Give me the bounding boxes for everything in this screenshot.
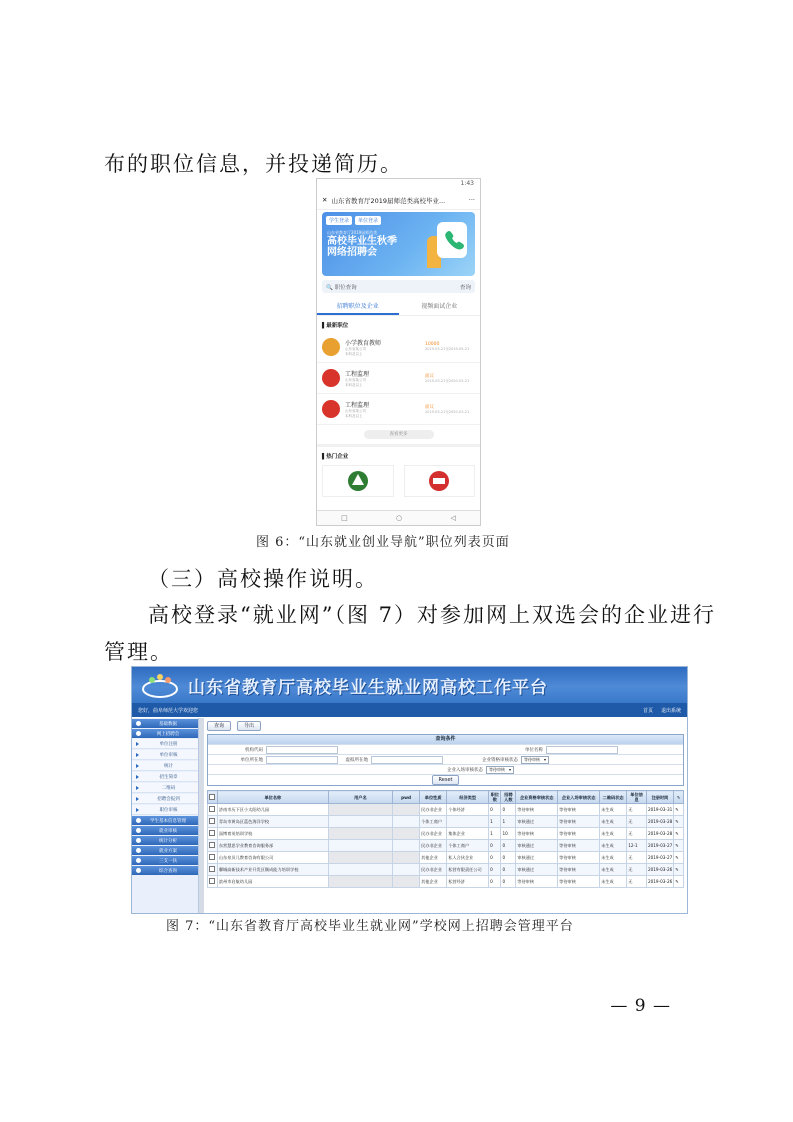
chevron-down-icon: ▾ [509, 766, 512, 772]
edit-icon[interactable]: ✎ [675, 879, 679, 884]
table-cell: 2019-03-28 [646, 828, 673, 840]
row-checkbox[interactable] [209, 830, 215, 836]
query-button[interactable]: 查询 [207, 721, 231, 731]
table-cell [328, 852, 392, 864]
sidebar-label: 网上招聘会 [156, 731, 180, 737]
company-logo-icon [322, 400, 340, 418]
edit-icon[interactable]: ✎ [675, 867, 679, 872]
job-education: 本科及以上 [345, 351, 363, 356]
company-logo-icon [322, 369, 340, 387]
table-cell: 民办非企业 [420, 804, 447, 816]
paragraph-line: 布的职位信息，并投递简历。 [104, 152, 403, 176]
arrow-right-icon [136, 775, 139, 779]
latest-jobs-label: 最新职位 [326, 323, 349, 329]
org-code-label: 机构代码 [245, 747, 263, 753]
table-cell: 未生成 [600, 828, 627, 840]
platform-title: 山东省教育厅高校毕业生就业网高校工作平台 [188, 678, 548, 698]
table-cell: 聊城高新技术产业开发区顺成能力培训学校 [217, 864, 328, 876]
sidebar-label: 综合查询 [159, 868, 177, 874]
row-checkbox[interactable] [209, 878, 215, 884]
edit-icon[interactable]: ✎ [675, 855, 679, 860]
table-cell: 无 [627, 816, 647, 828]
table-cell: 民办非企业 [420, 840, 447, 852]
table-cell: 0 [489, 840, 501, 852]
table-cell: 等待审核 [558, 804, 600, 816]
table-cell: 个体工商户 [420, 816, 447, 828]
column-header: 招聘人数 [501, 791, 516, 804]
table-cell: 0 [501, 840, 516, 852]
select-all-checkbox[interactable] [209, 794, 215, 800]
circle-icon [136, 858, 141, 863]
sidebar-item[interactable] [132, 783, 198, 793]
search-panel-title: 查询条件 [208, 735, 683, 744]
table-cell [328, 840, 392, 852]
university-logo-icon [140, 671, 180, 699]
approve-status-value: 等待审核 [524, 756, 540, 762]
unit-location-input[interactable] [266, 756, 338, 764]
table-cell: 审核通过 [516, 840, 558, 852]
table-row[interactable] [208, 816, 684, 828]
banner-subtitle: 山东省教育厅2019届师范类 [327, 230, 378, 235]
table-cell [392, 876, 419, 888]
edit-icon[interactable]: ✎ [675, 807, 679, 812]
back-icon[interactable]: ◁ [450, 514, 456, 522]
column-header: 注册时间 [646, 791, 673, 804]
table-row[interactable] [208, 828, 684, 840]
unit-location-label: 单位所在地 [240, 757, 263, 763]
logout-link[interactable]: 退出系统 [660, 707, 681, 714]
banner-title-line2: 网络招聘会 [327, 247, 377, 258]
hot-company-card[interactable] [322, 465, 394, 497]
table-cell: 审核通过 [516, 852, 558, 864]
table-cell: 东营慧思学业教育咨询服务部 [217, 840, 328, 852]
column-header: 企业入场审核状态 [558, 791, 600, 804]
platform-content [207, 721, 684, 913]
sidebar-category[interactable] [132, 846, 198, 855]
table-cell: 民办非企业 [420, 828, 447, 840]
table-cell: 0 [501, 864, 516, 876]
sidebar-category[interactable] [132, 836, 198, 845]
row-checkbox[interactable] [209, 842, 215, 848]
table-cell: 个体经济 [447, 804, 489, 816]
more-menu-icon[interactable]: ··· [468, 196, 475, 204]
arrow-right-icon [136, 808, 139, 812]
table-cell: 山东泉贝儿教育咨询有限公司 [217, 852, 328, 864]
home-link[interactable]: 首页 [642, 707, 653, 714]
tab-jobs-and-companies[interactable]: 招聘职位及企业 [317, 298, 399, 315]
sidebar-label: 招生简章 [159, 774, 178, 780]
table-cell: 民办非企业 [420, 864, 447, 876]
table-cell: 无 [627, 864, 647, 876]
job-list [317, 332, 480, 425]
student-login-tab[interactable]: 学生登录 [326, 216, 352, 225]
sidebar-label: 就业审核 [159, 828, 177, 834]
table-cell: 1 [489, 816, 501, 828]
table-cell: 0 [501, 852, 516, 864]
search-button[interactable]: 查询 [459, 284, 471, 291]
phone-status-bar [317, 179, 480, 191]
edit-icon[interactable]: ✎ [675, 831, 679, 836]
section-heading: （三）高校操作说明。 [148, 567, 378, 591]
unit-login-tab[interactable]: 单位登录 [355, 216, 381, 225]
job-education: 本科及以上 [345, 382, 363, 387]
column-header: 单位信息 [627, 791, 647, 804]
recent-apps-icon[interactable]: □ [341, 514, 348, 522]
job-date: 2019-03-21至2019-05-21 [425, 347, 470, 351]
table-cell: 1 [501, 816, 516, 828]
column-header: 企业资格审核状态 [516, 791, 558, 804]
sidebar-label: 单位审核 [159, 752, 178, 758]
hot-companies [317, 463, 480, 499]
table-cell: 无 [627, 828, 647, 840]
sidebar-item[interactable] [132, 739, 198, 749]
table-cell: 无 [627, 804, 647, 816]
page-number: — 9 — [610, 996, 671, 1016]
job-name: 工程监理 [345, 401, 370, 409]
sidebar-item[interactable] [132, 750, 198, 760]
table-row[interactable] [208, 864, 684, 876]
table-row[interactable] [208, 876, 684, 888]
sidebar-label: 基础数据 [159, 721, 177, 727]
table-cell: 0 [501, 804, 516, 816]
table-cell: 2019-03-28 [646, 816, 673, 828]
column-header [674, 791, 684, 804]
table-row[interactable] [208, 804, 684, 816]
table-cell [328, 864, 392, 876]
row-checkbox[interactable] [209, 866, 215, 872]
search-conditions-panel [207, 734, 684, 786]
column-header: 单位名称 [217, 791, 328, 804]
job-salary: 面议 [425, 404, 434, 410]
table-cell: 未生成 [600, 816, 627, 828]
arrow-right-icon [136, 764, 139, 768]
sidebar-category[interactable] [132, 866, 198, 875]
table-cell [392, 852, 419, 864]
job-company: 山东省某公司 [345, 408, 366, 413]
edit-icon: ✎ [676, 794, 681, 800]
table-cell [392, 864, 419, 876]
table-cell: 淄博育英培训学校 [217, 828, 328, 840]
view-more-button[interactable]: 查看更多 [364, 430, 434, 439]
sidebar-item[interactable] [132, 794, 198, 804]
hot-companies-label: 热门企业 [326, 454, 349, 460]
circle-icon [136, 838, 141, 843]
sidebar-item[interactable] [132, 761, 198, 771]
sidebar-category[interactable] [132, 729, 198, 738]
entry-status-label: 企业入场审核状态 [447, 767, 483, 773]
sidebar-label: 单位注册 [159, 741, 178, 747]
paragraph-line: 管理。 [104, 640, 173, 664]
phone-call-icon [437, 222, 467, 258]
home-icon[interactable]: ○ [396, 514, 403, 522]
table-cell [392, 840, 419, 852]
arrow-right-icon [136, 797, 139, 801]
job-name: 小学教育教师 [345, 339, 382, 347]
platform-info-bar [132, 703, 687, 717]
table-cell: 私营有限责任公司 [447, 864, 489, 876]
arrow-right-icon [136, 753, 139, 757]
table-header-row [208, 791, 684, 804]
chevron-down-icon: ▾ [544, 756, 547, 762]
entry-status-value: 等待审核 [489, 766, 505, 772]
column-header: 二维码状态 [600, 791, 627, 804]
job-salary: 10000 [425, 342, 440, 347]
phone-page-title: 山东省教育厅2019届师范类高校毕业... [331, 196, 446, 205]
table-cell: 12-1 [627, 840, 647, 852]
table-cell: 审核通过 [516, 864, 558, 876]
table-cell [328, 876, 392, 888]
column-header: pwd [392, 791, 419, 804]
approve-status-select[interactable] [521, 756, 549, 764]
reset-button[interactable]: Reset [432, 775, 460, 785]
table-cell: 审核通过 [516, 816, 558, 828]
company-logo-icon [322, 338, 340, 356]
search-placeholder: 🔍 职位查询 [326, 284, 357, 291]
tab-video-interview[interactable]: 视频面试企业 [421, 303, 458, 310]
virtual-location-label: 虚拟所在地 [345, 757, 368, 763]
arrow-right-icon [136, 786, 139, 790]
table-cell: 无 [627, 852, 647, 864]
table-cell: 青岛市黄岛区蓝色海洋学校 [217, 816, 328, 828]
job-name: 工程监理 [345, 370, 370, 378]
table-cell: 2019-03-26 [646, 864, 673, 876]
sidebar-label: 学生基本信息管理 [150, 818, 186, 824]
circle-icon [136, 818, 141, 823]
circle-icon [136, 828, 141, 833]
table-cell: 等待审核 [558, 816, 600, 828]
table-cell: 个体工商户 [447, 840, 489, 852]
table-cell [392, 816, 419, 828]
table-cell: 济南市历下区小太阳幼儿园 [217, 804, 328, 816]
row-checkbox[interactable] [209, 854, 215, 860]
table-cell [328, 816, 392, 828]
job-company: 山东省某公司 [345, 377, 366, 382]
table-cell: 0 [489, 804, 501, 816]
table-cell: 私人合伙企业 [447, 852, 489, 864]
hot-company-card[interactable] [404, 465, 476, 497]
table-cell: 等待审核 [558, 864, 600, 876]
table-cell: 2019-03-31 [646, 804, 673, 816]
arrow-right-icon [136, 742, 139, 746]
platform-header [132, 667, 687, 703]
platform-toolbar [207, 721, 684, 731]
table-cell: 10 [501, 828, 516, 840]
table-cell: 2019-03-27 [646, 840, 673, 852]
row-checkbox[interactable] [209, 818, 215, 824]
phone-tabs [317, 298, 480, 316]
paragraph-line: 高校登录“就业网”（图 7）对参加网上双选会的企业进行 [148, 603, 717, 627]
table-cell [328, 828, 392, 840]
table-cell: 0 [489, 864, 501, 876]
job-education: 本科及以上 [345, 413, 363, 418]
sidebar-label: 就业方案 [159, 848, 177, 854]
unit-name-input[interactable] [546, 746, 618, 754]
circle-icon [136, 731, 141, 736]
table-row[interactable] [208, 852, 684, 864]
phone-screenshot [316, 178, 481, 526]
column-header: 经济类型 [447, 791, 489, 804]
sidebar-category[interactable] [132, 826, 198, 835]
figure-6-caption: 图 6：“山东就业创业导航”职位列表页面 [256, 535, 510, 550]
table-cell: 无 [627, 876, 647, 888]
table-body [208, 804, 684, 888]
job-list-item[interactable] [317, 363, 480, 394]
table-cell: 未生成 [600, 804, 627, 816]
approve-status-label: 企业资格审核状态 [482, 757, 518, 763]
table-cell: 等待审核 [516, 876, 558, 888]
welcome-text: 您好，曲阜师范大学欢迎您 [138, 707, 199, 714]
sidebar-scrollbar[interactable] [199, 718, 204, 913]
row-checkbox[interactable] [209, 806, 215, 812]
table-cell: 集体企业 [447, 828, 489, 840]
table-cell: 0 [489, 876, 501, 888]
android-nav-bar [317, 510, 480, 525]
table-cell: 未生成 [600, 840, 627, 852]
edit-icon[interactable]: ✎ [675, 843, 679, 848]
edit-icon[interactable]: ✎ [675, 819, 679, 824]
job-salary: 面议 [425, 373, 434, 379]
platform-screenshot [131, 666, 688, 914]
table-cell: 等待审核 [558, 876, 600, 888]
table-cell: 其他企业 [420, 852, 447, 864]
banner-title-line1: 高校毕业生秋季 [327, 236, 397, 247]
hot-companies-heading: ▌热门企业 [322, 454, 349, 460]
circle-icon [136, 721, 141, 726]
table-cell: 滨州市启航幼儿园 [217, 876, 328, 888]
circle-icon [136, 848, 141, 853]
export-button[interactable]: 导出 [237, 721, 261, 731]
table-cell: 未生成 [600, 852, 627, 864]
table-cell: 其他企业 [420, 876, 447, 888]
platform-sidebar [132, 718, 199, 913]
entry-status-select[interactable] [486, 766, 514, 774]
table-cell: 等待审核 [516, 828, 558, 840]
table-cell [392, 804, 419, 816]
sidebar-category[interactable] [132, 816, 198, 825]
table-cell: 等待审核 [558, 840, 600, 852]
sidebar-label: 招聘会报到 [157, 796, 180, 802]
sidebar-category[interactable] [132, 856, 198, 865]
column-header [208, 791, 218, 804]
table-cell [392, 828, 419, 840]
sidebar-label: 三支一扶 [159, 858, 177, 864]
org-code-input[interactable] [266, 746, 338, 754]
table-cell [447, 816, 489, 828]
figure-7-caption: 图 7：“山东省教育厅高校毕业生就业网”学校网上招聘会管理平台 [166, 919, 574, 934]
job-list-item[interactable] [317, 394, 480, 425]
job-list-item[interactable] [317, 332, 480, 363]
table-cell: 0 [501, 876, 516, 888]
sidebar-label: 统计分析 [159, 838, 177, 844]
banner-title [327, 236, 397, 258]
table-cell: 2019-03-26 [646, 876, 673, 888]
status-time: 1:43 [460, 180, 474, 187]
table-cell [328, 804, 392, 816]
table-cell: 私营经济 [447, 876, 489, 888]
table-cell: 等待审核 [558, 852, 600, 864]
sidebar-item[interactable] [132, 805, 198, 815]
sidebar-category[interactable] [132, 719, 198, 728]
sidebar-label: 职位审核 [159, 807, 178, 813]
table-row[interactable] [208, 840, 684, 852]
job-date: 2019-03-21至2020-03-21 [425, 409, 470, 414]
column-header: 职位数 [490, 792, 499, 802]
column-header: 单位性质 [420, 791, 447, 804]
job-date: 2019-03-21至2020-03-21 [425, 378, 470, 383]
table-cell: 0 [489, 852, 501, 864]
job-company: 山东省某公司 [345, 346, 366, 351]
latest-jobs-heading: ▌最新职位 [322, 323, 349, 329]
sidebar-label: 二维码 [161, 785, 176, 791]
table-cell: 2019-03-27 [646, 852, 673, 864]
phone-title-bar [317, 191, 480, 210]
unit-name-label: 单位名称 [525, 747, 543, 753]
table-cell: 等待审核 [516, 804, 558, 816]
search-placeholder-text: 职位查询 [334, 284, 357, 291]
table-cell: 未生成 [600, 864, 627, 876]
job-search-input[interactable] [322, 280, 475, 293]
close-icon[interactable]: ✕ [322, 196, 328, 204]
table-cell: 未生成 [600, 876, 627, 888]
sidebar-item[interactable] [132, 772, 198, 782]
column-header: 用户名 [328, 791, 392, 804]
phone-banner [322, 212, 475, 276]
sidebar-label: 统计 [164, 763, 173, 769]
table-cell: 等待审核 [558, 828, 600, 840]
circle-icon [136, 868, 141, 873]
company-table [207, 790, 684, 888]
table-cell: 1 [489, 828, 501, 840]
virtual-location-input[interactable] [371, 756, 443, 764]
